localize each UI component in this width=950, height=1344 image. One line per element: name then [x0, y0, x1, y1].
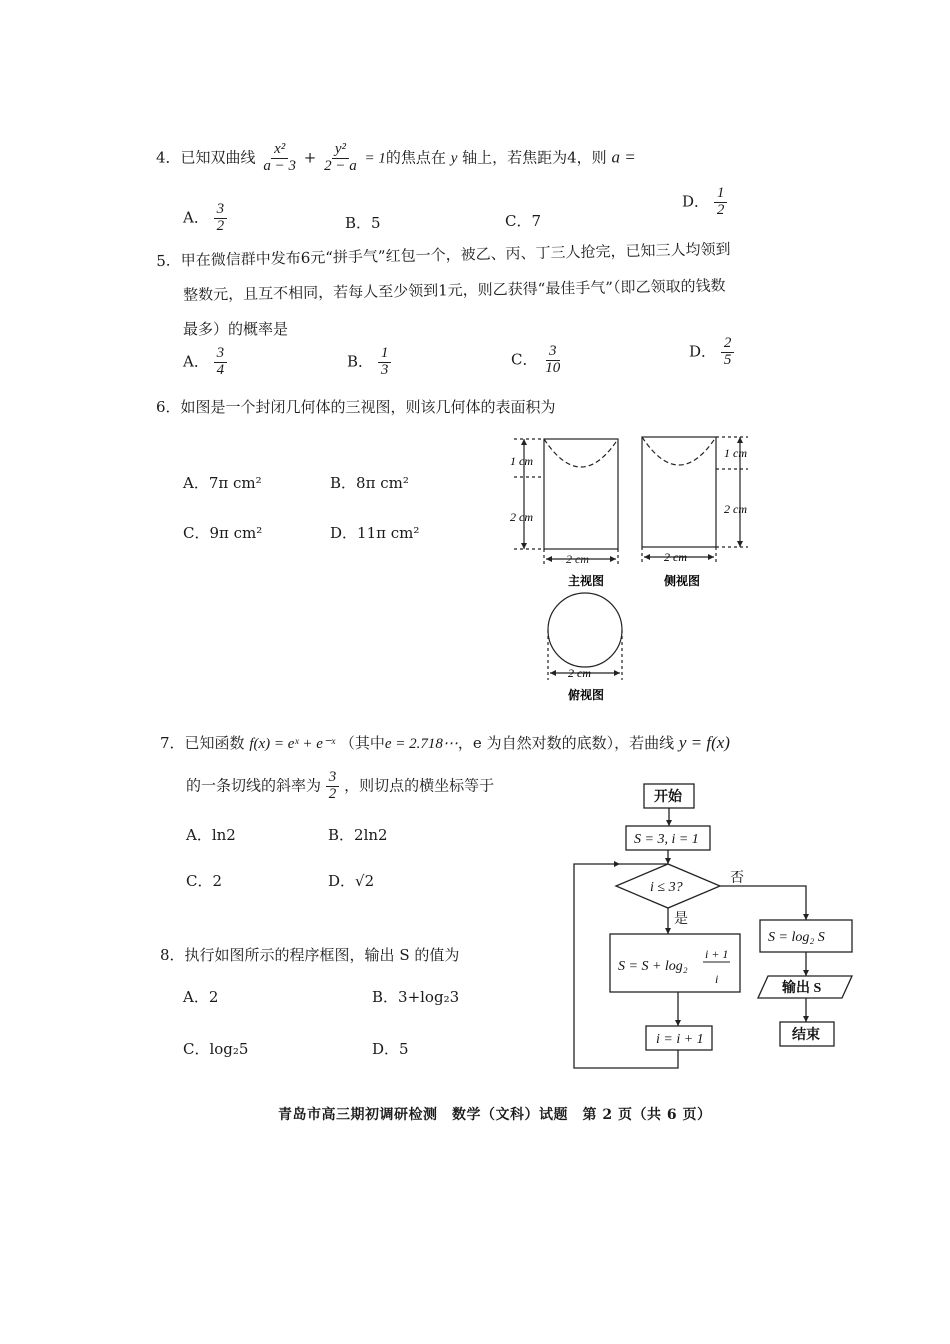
q5-option-a-frac — [214, 346, 228, 379]
flowchart-svg — [560, 778, 870, 1078]
q5-option-b-frac — [378, 346, 392, 379]
flow-start-label: 开始 — [654, 790, 682, 805]
q4-option-c: C．7 — [505, 212, 542, 230]
q4-frac2-den: 2 − a — [324, 157, 357, 174]
side-view-label: 侧视图 — [664, 574, 701, 588]
flow-output-label: 输出 S — [782, 981, 822, 996]
q4-frac1 — [260, 142, 299, 175]
q8-option-a: A．2 — [183, 988, 219, 1006]
q4-option-a-num: 3 — [214, 202, 228, 219]
q4-option-d-den: 2 — [716, 201, 725, 218]
q4-mid: 的焦点在 — [385, 148, 446, 167]
front-view-dashed-arc — [544, 439, 618, 467]
flowchart-figure — [560, 778, 870, 1078]
q6-stem: 6．如图是一个封闭几何体的三视图，则该几何体的表面积为 — [156, 398, 556, 416]
side-2cm-label: 2 cm — [724, 502, 747, 516]
top-view-label: 俯视图 — [568, 688, 605, 702]
q4-option-d-label: D． — [682, 192, 710, 211]
q7-option-d-label: D． — [328, 872, 356, 890]
top-width-label: 2 cm — [568, 666, 591, 680]
q5-option-d-den: 5 — [723, 351, 732, 368]
q7-option-a: A．ln2 — [186, 826, 236, 844]
q4-stem — [156, 142, 636, 175]
q4-option-d-frac — [714, 186, 728, 219]
q4-tail: 轴上，若焦距为4，则 — [462, 148, 607, 167]
q5-option-a-den: 4 — [216, 361, 225, 378]
q5-option-b — [347, 346, 391, 379]
q4-prefix-text: 已知双曲线 — [180, 148, 256, 167]
page-footer: 青岛市高三期初调研检测 数学（文科）试题 第 2 页（共 6 页） — [278, 1107, 712, 1123]
side-view-dashed-arc — [642, 437, 716, 465]
q4-option-a — [183, 202, 227, 235]
q5-option-b-num: 1 — [378, 346, 392, 363]
q5-line1: 5．甲在微信群中发布6元“拼手气”红包一个，被乙、丙、丁三人抢完，已知三人均领到 — [156, 239, 731, 270]
q8-option-c: C．log₂5 — [183, 1040, 249, 1058]
q5-option-d — [689, 336, 734, 369]
q7-option-d-value: √2 — [355, 872, 375, 890]
q6-option-a: A．7π cm² — [183, 474, 262, 492]
q7-tail: ，e 为自然对数的底数），若曲线 — [457, 734, 675, 752]
side-width-label: 2 cm — [664, 550, 687, 564]
q7-line2 — [186, 770, 494, 803]
q5-line3: 最多）的概率是 — [183, 320, 289, 338]
q7-line2-tail: ，则切点的横坐标等于 — [344, 776, 495, 795]
q4-option-a-frac — [214, 202, 228, 235]
q5-option-a-label: A． — [183, 352, 209, 371]
q8-option-b: B．3+log₂3 — [372, 988, 460, 1006]
q5-option-a — [183, 346, 227, 379]
q5-option-d-label: D． — [689, 342, 717, 361]
q7-e-value: e = 2.718⋯ — [384, 736, 458, 752]
q5-option-b-label: B． — [347, 352, 374, 371]
flow-update-den: i — [715, 972, 719, 986]
q7-option-d — [328, 870, 374, 891]
q4-a-eq: a = — [611, 147, 636, 167]
q7-line1 — [160, 732, 730, 753]
q5-option-c-frac — [542, 344, 563, 377]
q7-curve: y = f(x) — [678, 733, 730, 752]
flow-right-label: S = log₂ S — [768, 930, 825, 945]
q8-option-d: D．5 — [372, 1040, 409, 1058]
flow-update-label: S = S + log₂ — [618, 959, 688, 974]
front-2cm-label: 2 cm — [510, 510, 533, 524]
three-view-figure — [500, 425, 780, 715]
q7-prefix: 7．已知函数 — [160, 734, 245, 752]
q7-option-c: C．2 — [186, 872, 223, 890]
top-view-circle — [548, 593, 622, 667]
flow-condition-label: i ≤ 3? — [650, 880, 683, 895]
q4-frac1-num: x² — [271, 142, 288, 159]
q7-line2-prefix: 的一条切线的斜率为 — [186, 776, 322, 795]
q7-slope-frac — [326, 770, 340, 803]
q4-y-var: y — [450, 150, 458, 167]
q6-option-d: D．11π cm² — [330, 524, 420, 542]
q5-option-d-num: 2 — [721, 336, 735, 353]
q5-option-b-den: 3 — [380, 361, 389, 378]
q5-option-a-num: 3 — [214, 346, 228, 363]
q4-option-a-label: A． — [183, 208, 209, 227]
front-view-label: 主视图 — [568, 574, 605, 588]
q4-option-a-den: 2 — [216, 217, 225, 234]
side-1cm-label: 1 cm — [724, 446, 747, 460]
q4-plus: + — [303, 148, 317, 167]
q4-frac2-num: y² — [332, 142, 349, 159]
q6-option-b: B．8π cm² — [330, 474, 409, 492]
q6-option-c: C．9π cm² — [183, 524, 263, 542]
q4-option-d-num: 1 — [714, 186, 728, 203]
q8-stem: 8．执行如图所示的程序框图，输出 S 的值为 — [160, 946, 460, 964]
q5-option-c-num: 3 — [546, 344, 560, 361]
q4-option-d — [682, 186, 727, 219]
flow-increment-label: i = i + 1 — [656, 1032, 704, 1047]
flow-update-num: i + 1 — [705, 947, 729, 961]
flow-init-label: S = 3, i = 1 — [634, 832, 699, 847]
three-view-svg — [500, 425, 780, 715]
q4-eq-one: = 1 — [364, 150, 386, 167]
q4-frac2 — [321, 142, 360, 175]
front-view-rect — [544, 439, 618, 549]
flow-yes-label: 是 — [674, 912, 688, 927]
q5-line2: 整数元，且互不相同，若每人至少领到1元，则乙获得“最佳手气”（即乙领取的钱数 — [183, 276, 726, 304]
front-width-label: 2 cm — [566, 552, 589, 566]
q7-mid: （其中 — [339, 734, 385, 752]
q5-option-c-label: C． — [511, 350, 538, 369]
flow-no-label: 否 — [730, 871, 744, 886]
q5-option-c — [511, 344, 563, 377]
flow-end-label: 结束 — [792, 1028, 820, 1043]
side-view-rect — [642, 437, 716, 547]
q4-prefix: 4． — [156, 148, 181, 167]
q5-option-d-frac — [721, 336, 735, 369]
q4-option-b: B．5 — [345, 214, 381, 232]
q4-frac1-den: a − 3 — [263, 157, 296, 174]
front-1cm-label: 1 cm — [510, 454, 533, 468]
q7-option-b: B．2ln2 — [328, 826, 388, 844]
q7-slope-den: 2 — [328, 785, 337, 802]
q7-function: f(x) = eˣ + e⁻ˣ — [249, 736, 336, 752]
q7-slope-num: 3 — [326, 770, 340, 787]
q5-option-c-den: 10 — [545, 359, 561, 376]
